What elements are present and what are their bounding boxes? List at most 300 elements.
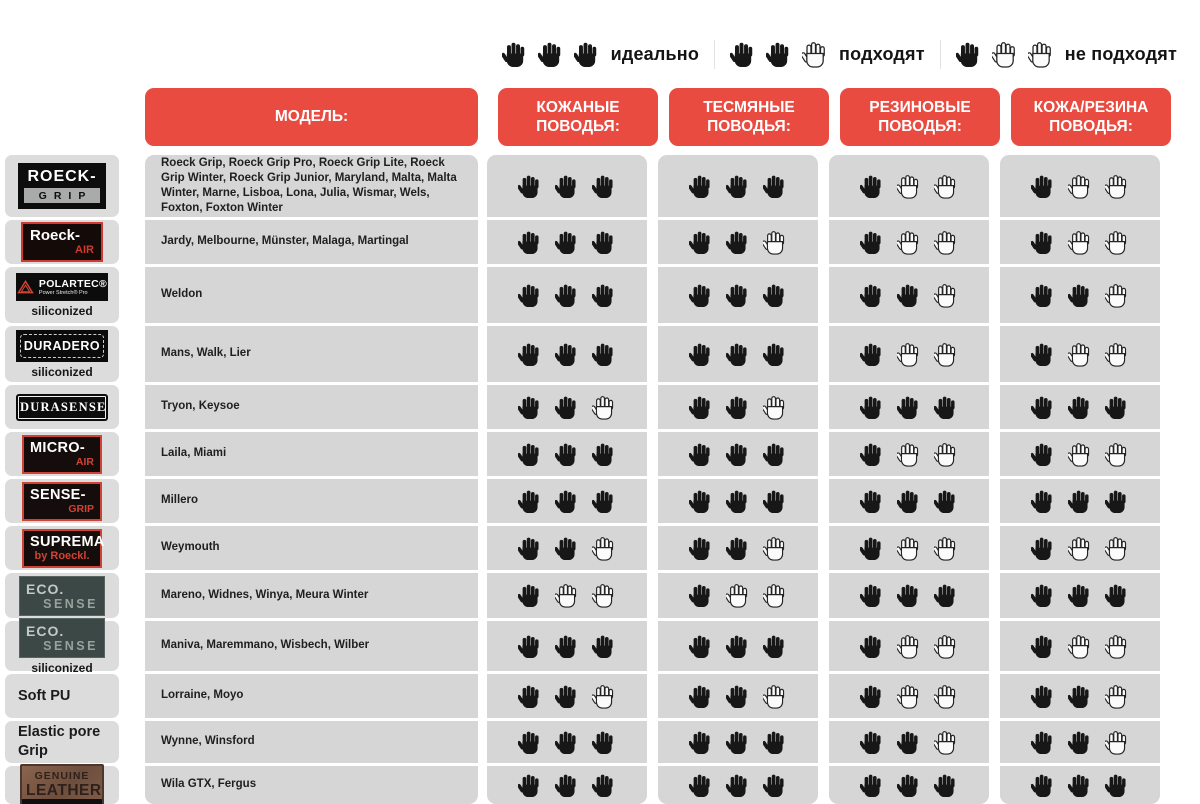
hand-filled-icon — [518, 229, 542, 256]
material-cell — [5, 267, 119, 323]
hand-outline-icon — [934, 441, 958, 468]
rating-hands — [689, 394, 787, 421]
hand-outline-icon — [897, 173, 921, 200]
table-body — [5, 155, 1160, 804]
rating-cell-leather-rubber — [1000, 267, 1160, 323]
material-label: AIR — [75, 244, 94, 256]
rating-cell-rubber — [829, 766, 989, 804]
material-cell — [5, 674, 119, 718]
model-cell — [145, 526, 478, 570]
rating-cell-leather-rubber — [1000, 621, 1160, 671]
rating-hands — [860, 282, 958, 309]
hand-filled-icon — [1105, 772, 1129, 799]
hand-filled-icon — [860, 229, 884, 256]
material-badge-plain — [5, 687, 119, 706]
legend-group — [487, 40, 714, 69]
model-names: Millero — [161, 494, 199, 507]
rating-hands — [689, 229, 787, 256]
rating-hands — [860, 394, 958, 421]
table-row — [5, 326, 1160, 382]
hand-outline-icon — [763, 582, 787, 609]
rating-cell-rubber — [829, 385, 989, 429]
rating-cell-leather-rubber — [1000, 479, 1160, 523]
material-badge-micro-air — [22, 435, 102, 474]
rating-hands — [860, 729, 958, 756]
material-cell — [5, 385, 119, 429]
rating-hands — [1031, 173, 1129, 200]
siliconized-label: siliconized — [31, 303, 93, 318]
rating-cell-leather-rubber — [1000, 155, 1160, 217]
hand-filled-icon — [1068, 683, 1092, 710]
rating-hands — [518, 282, 616, 309]
model-cell — [145, 220, 478, 264]
rating-cell-leather — [487, 621, 647, 671]
hand-filled-icon — [934, 394, 958, 421]
hand-outline-icon — [934, 633, 958, 660]
hand-outline-icon — [763, 229, 787, 256]
hand-outline-icon — [934, 535, 958, 562]
hand-filled-icon — [1031, 488, 1055, 515]
rating-cell-webbing — [658, 155, 818, 217]
hand-filled-icon — [726, 394, 750, 421]
material-label: GRIP — [68, 502, 94, 515]
table-row — [5, 621, 1160, 675]
rating-cell-leather — [487, 385, 647, 429]
hand-filled-icon — [860, 394, 884, 421]
table-row — [5, 267, 1160, 323]
material-badge-plain — [5, 723, 119, 761]
rating-hands — [1031, 341, 1129, 368]
rating-hands — [1031, 535, 1129, 562]
hand-outline-icon — [592, 394, 616, 421]
hand-filled-icon — [726, 772, 750, 799]
rating-hands — [518, 633, 616, 660]
model-names: Wynne, Winsford — [161, 735, 255, 748]
table-row — [5, 721, 1160, 763]
rating-hands — [689, 441, 787, 468]
hand-filled-icon — [1068, 729, 1092, 756]
hand-filled-icon — [766, 40, 792, 69]
rating-cell-rubber — [829, 721, 989, 763]
rating-cell-rubber — [829, 621, 989, 671]
table-row — [5, 220, 1160, 264]
hand-filled-icon — [555, 683, 579, 710]
hand-filled-icon — [860, 772, 884, 799]
hand-filled-icon — [1031, 173, 1055, 200]
material-label: by Roeckl. — [34, 549, 90, 562]
legend-group — [940, 40, 1192, 69]
hand-outline-icon — [1068, 341, 1092, 368]
model-names: Lorraine, Moyo — [161, 689, 244, 702]
rating-hands — [518, 229, 616, 256]
hand-filled-icon — [689, 282, 713, 309]
material-badge-eco-sense — [19, 618, 105, 658]
hand-outline-icon — [1068, 173, 1092, 200]
hand-outline-icon — [897, 683, 921, 710]
hand-filled-icon — [763, 488, 787, 515]
legend-label: не подходят — [1064, 43, 1177, 64]
material-badge-roeck-grip — [18, 163, 106, 209]
hand-outline-icon — [1105, 282, 1129, 309]
hand-outline-icon — [1105, 229, 1129, 256]
rating-cell-webbing — [658, 621, 818, 671]
table-row — [5, 674, 1160, 718]
hand-filled-icon — [1105, 394, 1129, 421]
material-label: LEATHER — [26, 782, 102, 799]
table-row — [5, 766, 1160, 804]
hand-outline-icon — [897, 633, 921, 660]
hand-filled-icon — [726, 633, 750, 660]
material-label: ECO. — [26, 580, 65, 597]
model-cell — [145, 155, 478, 217]
hand-outline-icon — [1105, 173, 1129, 200]
hand-filled-icon — [555, 282, 579, 309]
rating-hands — [1031, 582, 1129, 609]
model-names: Weymouth — [161, 541, 220, 554]
hand-filled-icon — [934, 582, 958, 609]
material-badge-suprema — [22, 529, 105, 568]
hand-filled-icon — [689, 683, 713, 710]
column-header-rein-type: КОЖА/РЕЗИНА ПОВОДЬЯ: — [1011, 88, 1171, 146]
hand-filled-icon — [592, 488, 616, 515]
hand-filled-icon — [1031, 535, 1055, 562]
rating-cell-webbing — [658, 721, 818, 763]
rating-cell-rubber — [829, 432, 989, 476]
siliconized-label: siliconized — [31, 364, 93, 379]
hand-outline-icon — [1068, 633, 1092, 660]
rating-cell-webbing — [658, 526, 818, 570]
rating-cell-leather-rubber — [1000, 526, 1160, 570]
hand-filled-icon — [726, 488, 750, 515]
material-label: ECO. — [26, 622, 65, 639]
rating-hands — [689, 488, 787, 515]
hand-filled-icon — [689, 394, 713, 421]
column-header-rein-type: КОЖАНЫЕ ПОВОДЬЯ: — [498, 88, 658, 146]
hand-filled-icon — [1031, 282, 1055, 309]
hand-outline-icon — [1105, 441, 1129, 468]
hand-outline-icon — [592, 582, 616, 609]
hand-filled-icon — [502, 40, 528, 69]
model-cell — [145, 674, 478, 718]
hand-filled-icon — [1068, 772, 1092, 799]
rating-cell-leather-rubber — [1000, 220, 1160, 264]
hand-filled-icon — [1105, 488, 1129, 515]
hand-filled-icon — [518, 633, 542, 660]
rating-hands — [956, 40, 1054, 69]
rating-cell-webbing — [658, 479, 818, 523]
hand-filled-icon — [897, 394, 921, 421]
model-cell — [145, 267, 478, 323]
hand-filled-icon — [555, 488, 579, 515]
hand-outline-icon — [897, 229, 921, 256]
hand-outline-icon — [802, 40, 828, 69]
column-header-rein-type: ТЕСМЯНЫЕ ПОВОДЬЯ: — [669, 88, 829, 146]
rating-hands — [518, 535, 616, 562]
hand-filled-icon — [689, 535, 713, 562]
hand-outline-icon — [897, 341, 921, 368]
material-cell — [5, 220, 119, 264]
hand-outline-icon — [763, 535, 787, 562]
rating-cell-leather — [487, 326, 647, 382]
hand-filled-icon — [934, 488, 958, 515]
rating-hands — [1031, 441, 1129, 468]
hand-filled-icon — [763, 772, 787, 799]
rating-cell-leather — [487, 721, 647, 763]
hand-filled-icon — [897, 729, 921, 756]
hand-filled-icon — [518, 582, 542, 609]
model-names: Roeck Grip, Roeck Grip Pro, Roeck Grip Lite, Roeck Grip Winter, Roeck Grip Junior, Maryland, Malta, Malta Winter, Marne, Lisboa, Lona, Julia, Wismar, Wels, Foxton, Foxton Winter — [161, 156, 457, 215]
hand-filled-icon — [592, 229, 616, 256]
hand-filled-icon — [518, 394, 542, 421]
material-label: SENSE — [43, 638, 98, 653]
hand-filled-icon — [555, 173, 579, 200]
material-label: MICRO- — [30, 439, 85, 456]
hand-filled-icon — [689, 229, 713, 256]
hand-filled-icon — [763, 341, 787, 368]
material-label: Roeck- — [30, 227, 81, 244]
model-cell — [145, 621, 478, 671]
legend-label: подходят — [839, 43, 925, 64]
hand-filled-icon — [592, 772, 616, 799]
rating-hands — [1031, 229, 1129, 256]
material-label: SENSE — [43, 596, 98, 611]
table-row — [5, 573, 1160, 618]
material-cell — [5, 573, 119, 618]
rating-cell-leather-rubber — [1000, 766, 1160, 804]
rating-hands — [502, 40, 600, 69]
hand-outline-icon — [763, 394, 787, 421]
hand-filled-icon — [1031, 683, 1055, 710]
hand-filled-icon — [555, 341, 579, 368]
rating-hands — [860, 535, 958, 562]
rating-hands — [860, 173, 958, 200]
rating-cell-rubber — [829, 526, 989, 570]
hand-filled-icon — [763, 633, 787, 660]
material-label: Soft PU — [18, 687, 71, 704]
model-cell — [145, 479, 478, 523]
hand-outline-icon — [726, 582, 750, 609]
material-label: Elastic pore Grip — [18, 724, 101, 759]
hand-outline-icon — [992, 40, 1018, 69]
rating-hands — [730, 40, 828, 69]
rating-cell-webbing — [658, 220, 818, 264]
rating-hands — [689, 282, 787, 309]
hand-filled-icon — [555, 772, 579, 799]
hand-outline-icon — [897, 441, 921, 468]
material-badge-duradero — [16, 330, 108, 362]
hand-filled-icon — [1068, 582, 1092, 609]
hand-filled-icon — [860, 488, 884, 515]
material-label: SENSE- — [30, 486, 86, 503]
rating-hands — [518, 394, 616, 421]
table-row — [5, 385, 1160, 429]
hand-outline-icon — [934, 282, 958, 309]
hand-filled-icon — [592, 441, 616, 468]
hand-filled-icon — [1031, 582, 1055, 609]
material-label: DURASENSE — [20, 399, 107, 414]
rating-hands — [860, 488, 958, 515]
rating-cell-rubber — [829, 326, 989, 382]
hand-filled-icon — [689, 441, 713, 468]
material-label: GRIP — [24, 188, 100, 203]
rating-hands — [860, 229, 958, 256]
hand-filled-icon — [726, 683, 750, 710]
rating-hands — [860, 582, 958, 609]
hand-filled-icon — [518, 441, 542, 468]
hand-filled-icon — [1031, 633, 1055, 660]
rating-hands — [1031, 683, 1129, 710]
rating-cell-leather-rubber — [1000, 674, 1160, 718]
column-header-model: МОДЕЛЬ: — [145, 88, 478, 146]
rating-hands — [1031, 282, 1129, 309]
hand-filled-icon — [1031, 341, 1055, 368]
material-cell — [5, 526, 119, 570]
material-label: AIR — [75, 455, 94, 468]
hand-outline-icon — [763, 683, 787, 710]
rating-cell-webbing — [658, 432, 818, 476]
hand-filled-icon — [555, 535, 579, 562]
model-cell — [145, 432, 478, 476]
hand-outline-icon — [934, 729, 958, 756]
rating-cell-webbing — [658, 385, 818, 429]
material-cell — [5, 621, 119, 675]
hand-filled-icon — [689, 341, 713, 368]
hand-filled-icon — [897, 772, 921, 799]
hand-filled-icon — [518, 729, 542, 756]
model-cell — [145, 573, 478, 618]
material-label: Power Stretch® Pro — [38, 289, 88, 296]
rating-cell-rubber — [829, 479, 989, 523]
model-names: Weldon — [161, 288, 203, 301]
hand-filled-icon — [518, 683, 542, 710]
rating-hands — [518, 173, 616, 200]
rating-cell-leather — [487, 220, 647, 264]
rating-cell-rubber — [829, 220, 989, 264]
hand-outline-icon — [1028, 40, 1054, 69]
rating-hands — [1031, 772, 1129, 799]
hand-filled-icon — [1068, 394, 1092, 421]
hand-filled-icon — [689, 582, 713, 609]
rating-hands — [860, 341, 958, 368]
rating-cell-webbing — [658, 267, 818, 323]
material-badge-polartec — [16, 273, 108, 301]
model-names: Wila GTX, Fergus — [161, 778, 257, 791]
material-label: GENUINE — [34, 770, 90, 782]
hand-filled-icon — [555, 229, 579, 256]
hand-filled-icon — [1031, 729, 1055, 756]
rating-hands — [689, 341, 787, 368]
model-cell — [145, 385, 478, 429]
rating-cell-leather — [487, 573, 647, 618]
hand-filled-icon — [592, 729, 616, 756]
hand-filled-icon — [763, 173, 787, 200]
rating-cell-leather-rubber — [1000, 326, 1160, 382]
hand-filled-icon — [726, 173, 750, 200]
model-cell — [145, 766, 478, 804]
rating-cell-webbing — [658, 674, 818, 718]
rating-hands — [860, 633, 958, 660]
rating-cell-leather — [487, 267, 647, 323]
hand-filled-icon — [897, 582, 921, 609]
hand-outline-icon — [1105, 683, 1129, 710]
hand-filled-icon — [860, 729, 884, 756]
material-badge-leather — [20, 764, 104, 804]
rating-hands — [518, 582, 616, 609]
hand-filled-icon — [730, 40, 756, 69]
rating-hands — [1031, 633, 1129, 660]
rating-hands — [518, 729, 616, 756]
rating-hands — [689, 729, 787, 756]
hand-filled-icon — [689, 488, 713, 515]
hand-filled-icon — [1031, 772, 1055, 799]
model-cell — [145, 721, 478, 763]
hand-filled-icon — [726, 229, 750, 256]
hand-outline-icon — [934, 173, 958, 200]
hand-filled-icon — [763, 729, 787, 756]
hand-filled-icon — [689, 173, 713, 200]
table-row — [5, 479, 1160, 523]
polartec-triangle-icon — [17, 280, 34, 294]
hand-filled-icon — [897, 282, 921, 309]
rating-hands — [689, 683, 787, 710]
hand-filled-icon — [592, 173, 616, 200]
table-row — [5, 155, 1160, 217]
hand-filled-icon — [689, 772, 713, 799]
rating-hands — [860, 772, 958, 799]
rating-cell-leather — [487, 526, 647, 570]
hand-outline-icon — [1105, 341, 1129, 368]
hand-filled-icon — [763, 282, 787, 309]
hand-filled-icon — [555, 441, 579, 468]
rating-cell-leather — [487, 432, 647, 476]
hand-outline-icon — [1105, 729, 1129, 756]
rating-cell-leather — [487, 674, 647, 718]
material-cell — [5, 432, 119, 476]
material-label: SUPREMA — [30, 533, 105, 550]
model-cell — [145, 326, 478, 382]
hand-filled-icon — [538, 40, 564, 69]
rating-cell-leather — [487, 766, 647, 804]
hand-filled-icon — [860, 582, 884, 609]
legend-group — [714, 40, 940, 69]
hand-filled-icon — [726, 341, 750, 368]
rating-cell-rubber — [829, 267, 989, 323]
material-cell — [5, 479, 119, 523]
hand-filled-icon — [860, 173, 884, 200]
rating-hands — [518, 341, 616, 368]
hand-filled-icon — [726, 729, 750, 756]
hand-filled-icon — [763, 441, 787, 468]
hand-filled-icon — [860, 441, 884, 468]
hand-filled-icon — [726, 282, 750, 309]
model-names: Tryon, Keysoe — [161, 400, 240, 413]
hand-filled-icon — [1031, 441, 1055, 468]
hand-outline-icon — [897, 535, 921, 562]
hand-filled-icon — [574, 40, 600, 69]
material-badge-roeck-air — [21, 222, 103, 262]
hand-outline-icon — [1068, 229, 1092, 256]
rating-hands — [1031, 394, 1129, 421]
rating-hands — [518, 488, 616, 515]
table-row — [5, 526, 1160, 570]
rating-cell-rubber — [829, 573, 989, 618]
rating-cell-webbing — [658, 326, 818, 382]
siliconized-label: siliconized — [31, 660, 93, 675]
hand-filled-icon — [1031, 394, 1055, 421]
model-names: Mareno, Widnes, Winya, Meura Winter — [161, 588, 369, 601]
hand-outline-icon — [1105, 535, 1129, 562]
hand-filled-icon — [934, 772, 958, 799]
